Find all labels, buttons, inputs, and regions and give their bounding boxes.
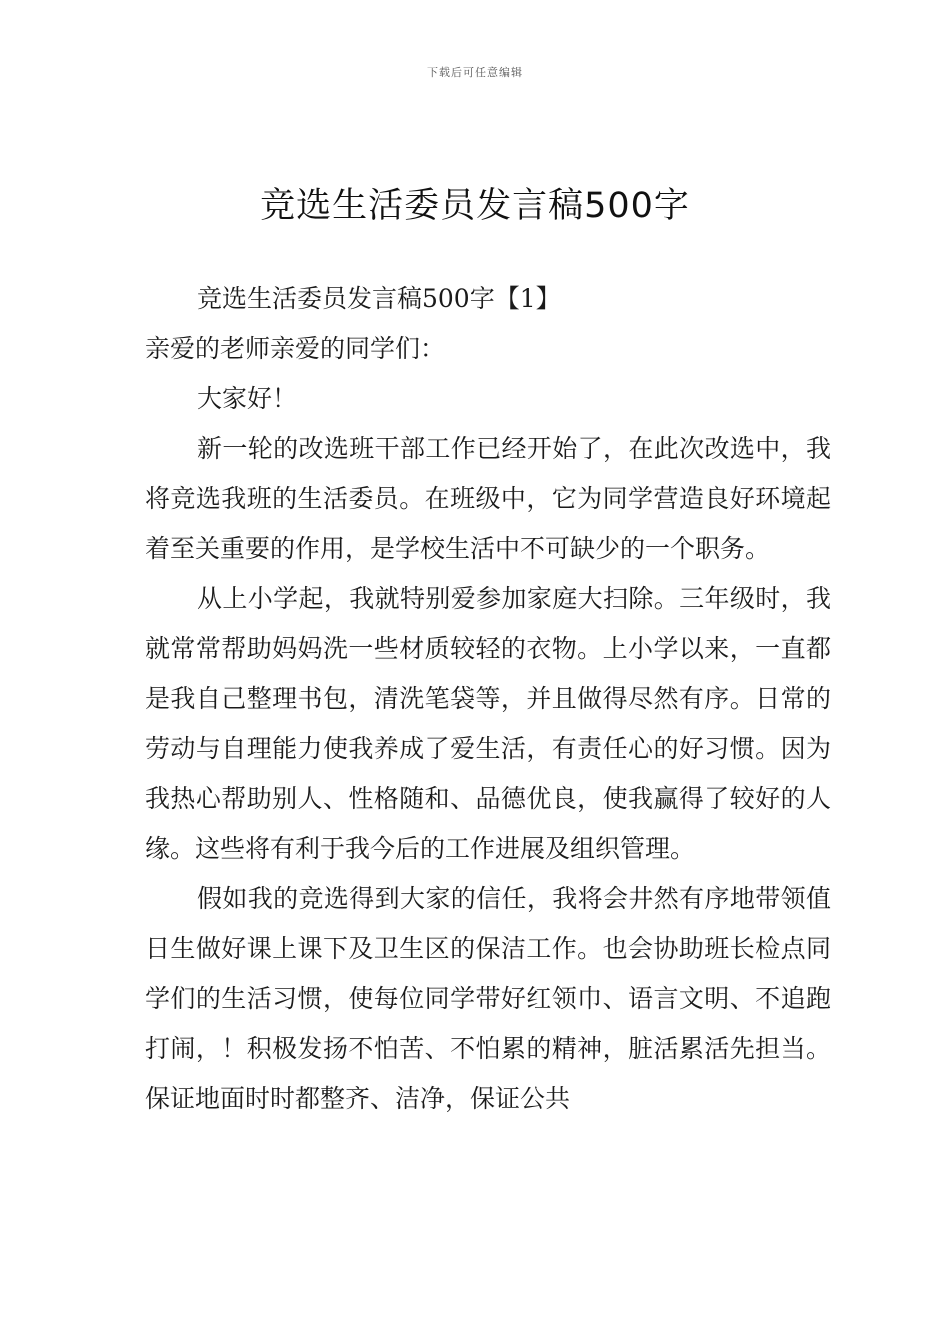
greeting: 大家好！	[197, 384, 298, 413]
paragraph-1: 新一轮的改选班干部工作已经开始了，在此次改选中，我将竞选我班的生活委员。在班级中，它为同学营造良好环境起着至关重要的作用，是学校生活中不可缺少的一个职务。	[145, 434, 831, 563]
salutation: 亲爱的老师亲爱的同学们：	[145, 334, 446, 363]
document-title: 竞选生活委员发言稿500字	[260, 186, 690, 226]
document-body	[145, 274, 831, 1124]
section-subtitle: 竞选生活委员发言稿500字【1】	[197, 284, 561, 313]
paragraph-2: 从上小学起，我就特别爱参加家庭大扫除。三年级时，我就常常帮助妈妈洗一些材质较轻的衣物。上小学以来，一直都是我自己整理书包，清洗笔袋等，并且做得尽然有序。日常的劳动与自理能力使我养成了爱生活，有责任心的好习惯。因为我热心帮助别人、性格随和、品德优良，使我赢得了较好的人缘。这些将有利于我今后的工作进展及组织管理。	[145, 584, 831, 863]
paragraph-3: 假如我的竞选得到大家的信任，我将会井然有序地带领值日生做好课上课下及卫生区的保洁工作。也会协助班长检点同学们的生活习惯，使每位同学带好红领巾、语言文明、不追跑打闹，！积极发扬不怕苦、不怕累的精神，脏活累活先担当。保证地面时时都整齐、洁净，保证公共	[145, 884, 831, 1113]
header-note: 下载后可任意编辑	[427, 66, 523, 79]
